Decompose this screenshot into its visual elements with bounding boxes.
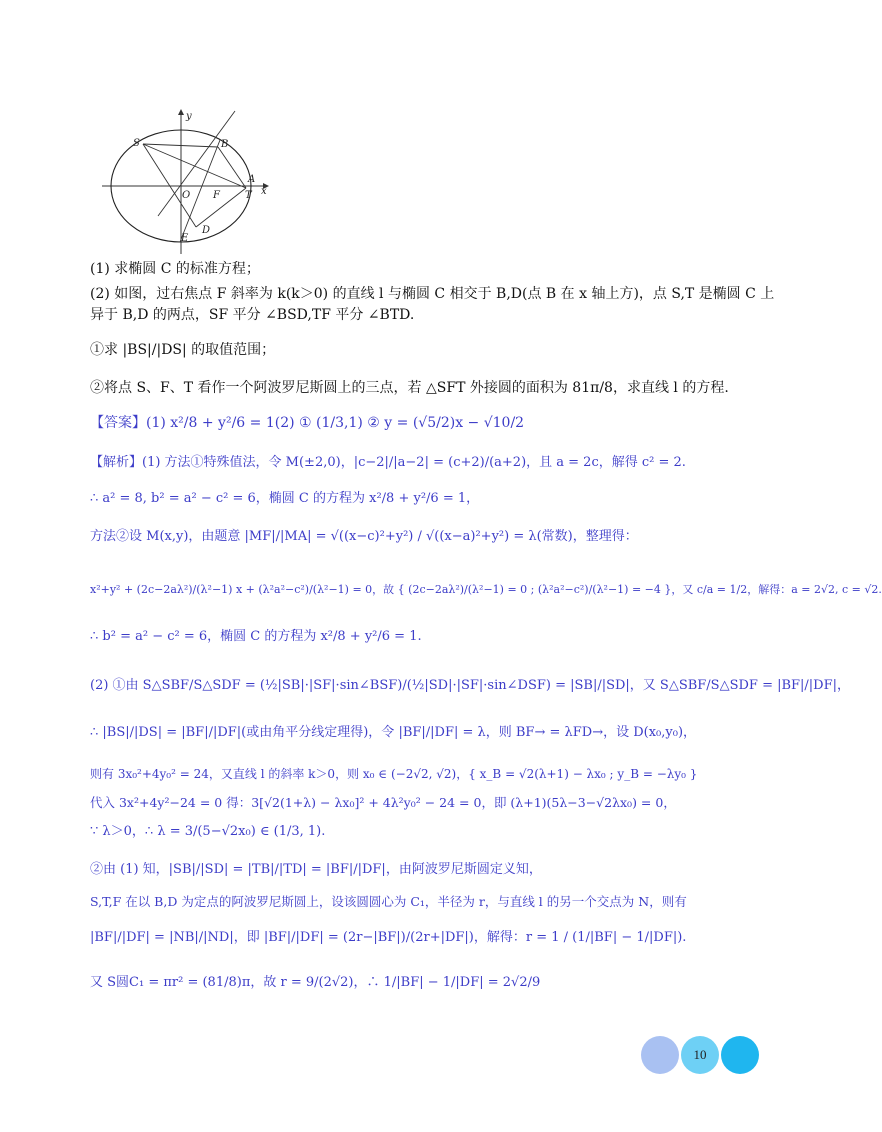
solution-line: ∴ b² = a² − c² = 6，椭圆 C 的方程为 x²/8 + y²/6 = 1. xyxy=(90,629,422,644)
solution-line: 【解析】(1) 方法①特殊值法，令 M(±2,0)，|c−2|/|a−2| = (c+2)/(a+2)，且 a = 2c，解得 c² = 2. xyxy=(90,455,686,470)
solution-line: 又 S圆C₁ = πr² = (81/8)π，故 r = 9/(2√2)，∴ 1/|BF| − 1/|DF| = 2√2/9 xyxy=(90,975,541,990)
label-S: S xyxy=(133,138,140,149)
solution-line: 代入 3x²+4y²−24 = 0 得：3[√2(1+λ) − λx₀]² + 4λ²y₀² − 24 = 0，即 (λ+1)(5λ−3−√2λx₀) = 0， xyxy=(90,795,676,810)
label-D: D xyxy=(202,225,211,236)
label-B: B xyxy=(221,139,229,150)
solution-line: (2) ①由 S△SBF/S△SDF = (½|SB|·|SF|·sin∠BSF)/(½|SD|·|SF|·sin∠DSF) = |SB|/|SD|，又 S△SBF/S△SDF = |BF|/|DF|， xyxy=(90,678,851,693)
solution-line: S,T,F 在以 B,D 为定点的阿波罗尼斯圆上，设该圆圆心为 C₁，半径为 r，与直线 l 的另一个交点为 N，则有 xyxy=(90,894,687,909)
solution-line: ∴ a² = 8, b² = a² − c² = 6，椭圆 C 的方程为 x²/8 + y²/6 = 1， xyxy=(90,491,480,506)
question-part-2-line-2: 异于 B,D 的两点，SF 平分 ∠BSD,TF 平分 ∠BTD. xyxy=(90,307,415,323)
page-circle-right xyxy=(721,1036,759,1074)
answer-line: 【答案】(1) x²/8 + y²/6 = 1(2) ① (1/3,1) ② y = (√5/2)x − √10/2 xyxy=(90,415,525,431)
page-number: 10 xyxy=(693,1047,707,1062)
label-x: x xyxy=(261,186,267,197)
question-part-2-sub-2: ②将点 S、F、T 看作一个阿波罗尼斯圆上的三点，若 △SFT 外接圆的面积为 81π/8，求直线 l 的方程. xyxy=(90,380,729,396)
question-part-2-sub-1: ①求 |BS|/|DS| 的取值范围； xyxy=(90,342,276,358)
label-A: A xyxy=(248,174,256,185)
solution-line: ∵ λ＞0，∴ λ = 3/(5−√2x₀) ∈ (1/3, 1). xyxy=(90,824,326,839)
label-y: y xyxy=(186,111,192,122)
solution-line: ∴ |BS|/|DS| = |BF|/|DF|(或由角平分线定理得)，令 |BF|/|DF| = λ，则 BF→ = λFD→，设 D(x₀,y₀)， xyxy=(90,725,697,740)
question-part-1: (1) 求椭圆 C 的标准方程； xyxy=(90,261,260,277)
label-E: E xyxy=(181,233,189,244)
page-circle-left xyxy=(641,1036,679,1074)
solution-line: ②由 (1) 知，|SB|/|SD| = |TB|/|TD| = |BF|/|DF|，由阿波罗尼斯圆定义知， xyxy=(90,862,542,877)
solution-line: 方法②设 M(x,y)，由题意 |MF|/|MA| = √((x−c)²+y²) / √((x−a)²+y²) = λ(常数)，整理得： xyxy=(90,529,638,544)
label-O: O xyxy=(182,190,191,201)
ellipse-figure xyxy=(98,106,278,256)
solution-line: 则有 3x₀²+4y₀² = 24，又直线 l 的斜率 k＞0，则 x₀ ∈ (−2√2, √2)，{ x_B = √2(λ+1) − λx₀ ; y_B = −λy₀ } xyxy=(90,767,698,781)
label-T: T xyxy=(245,190,252,201)
solution-line: |BF|/|DF| = |NB|/|ND|，即 |BF|/|DF| = (2r−|BF|)/(2r+|DF|)，解得：r = 1 / (1/|BF| − 1/|DF|). xyxy=(90,930,687,945)
label-F: F xyxy=(213,190,220,201)
solution-line: x²+y² + (2c−2aλ²)/(λ²−1) x + (λ²a²−c²)/(λ²−1) = 0，故 { (2c−2aλ²)/(λ²−1) = 0 ; (λ²a²−c²)/(λ²−1) = −4 }，又 c/a = 1/2，解得：a = 2√2, c = √2. xyxy=(90,583,882,596)
question-part-2-line-1: (2) 如图，过右焦点 F 斜率为 k(k＞0) 的直线 l 与椭圆 C 相交于 B,D(点 B 在 x 轴上方)，点 S,T 是椭圆 C 上 xyxy=(90,286,775,302)
